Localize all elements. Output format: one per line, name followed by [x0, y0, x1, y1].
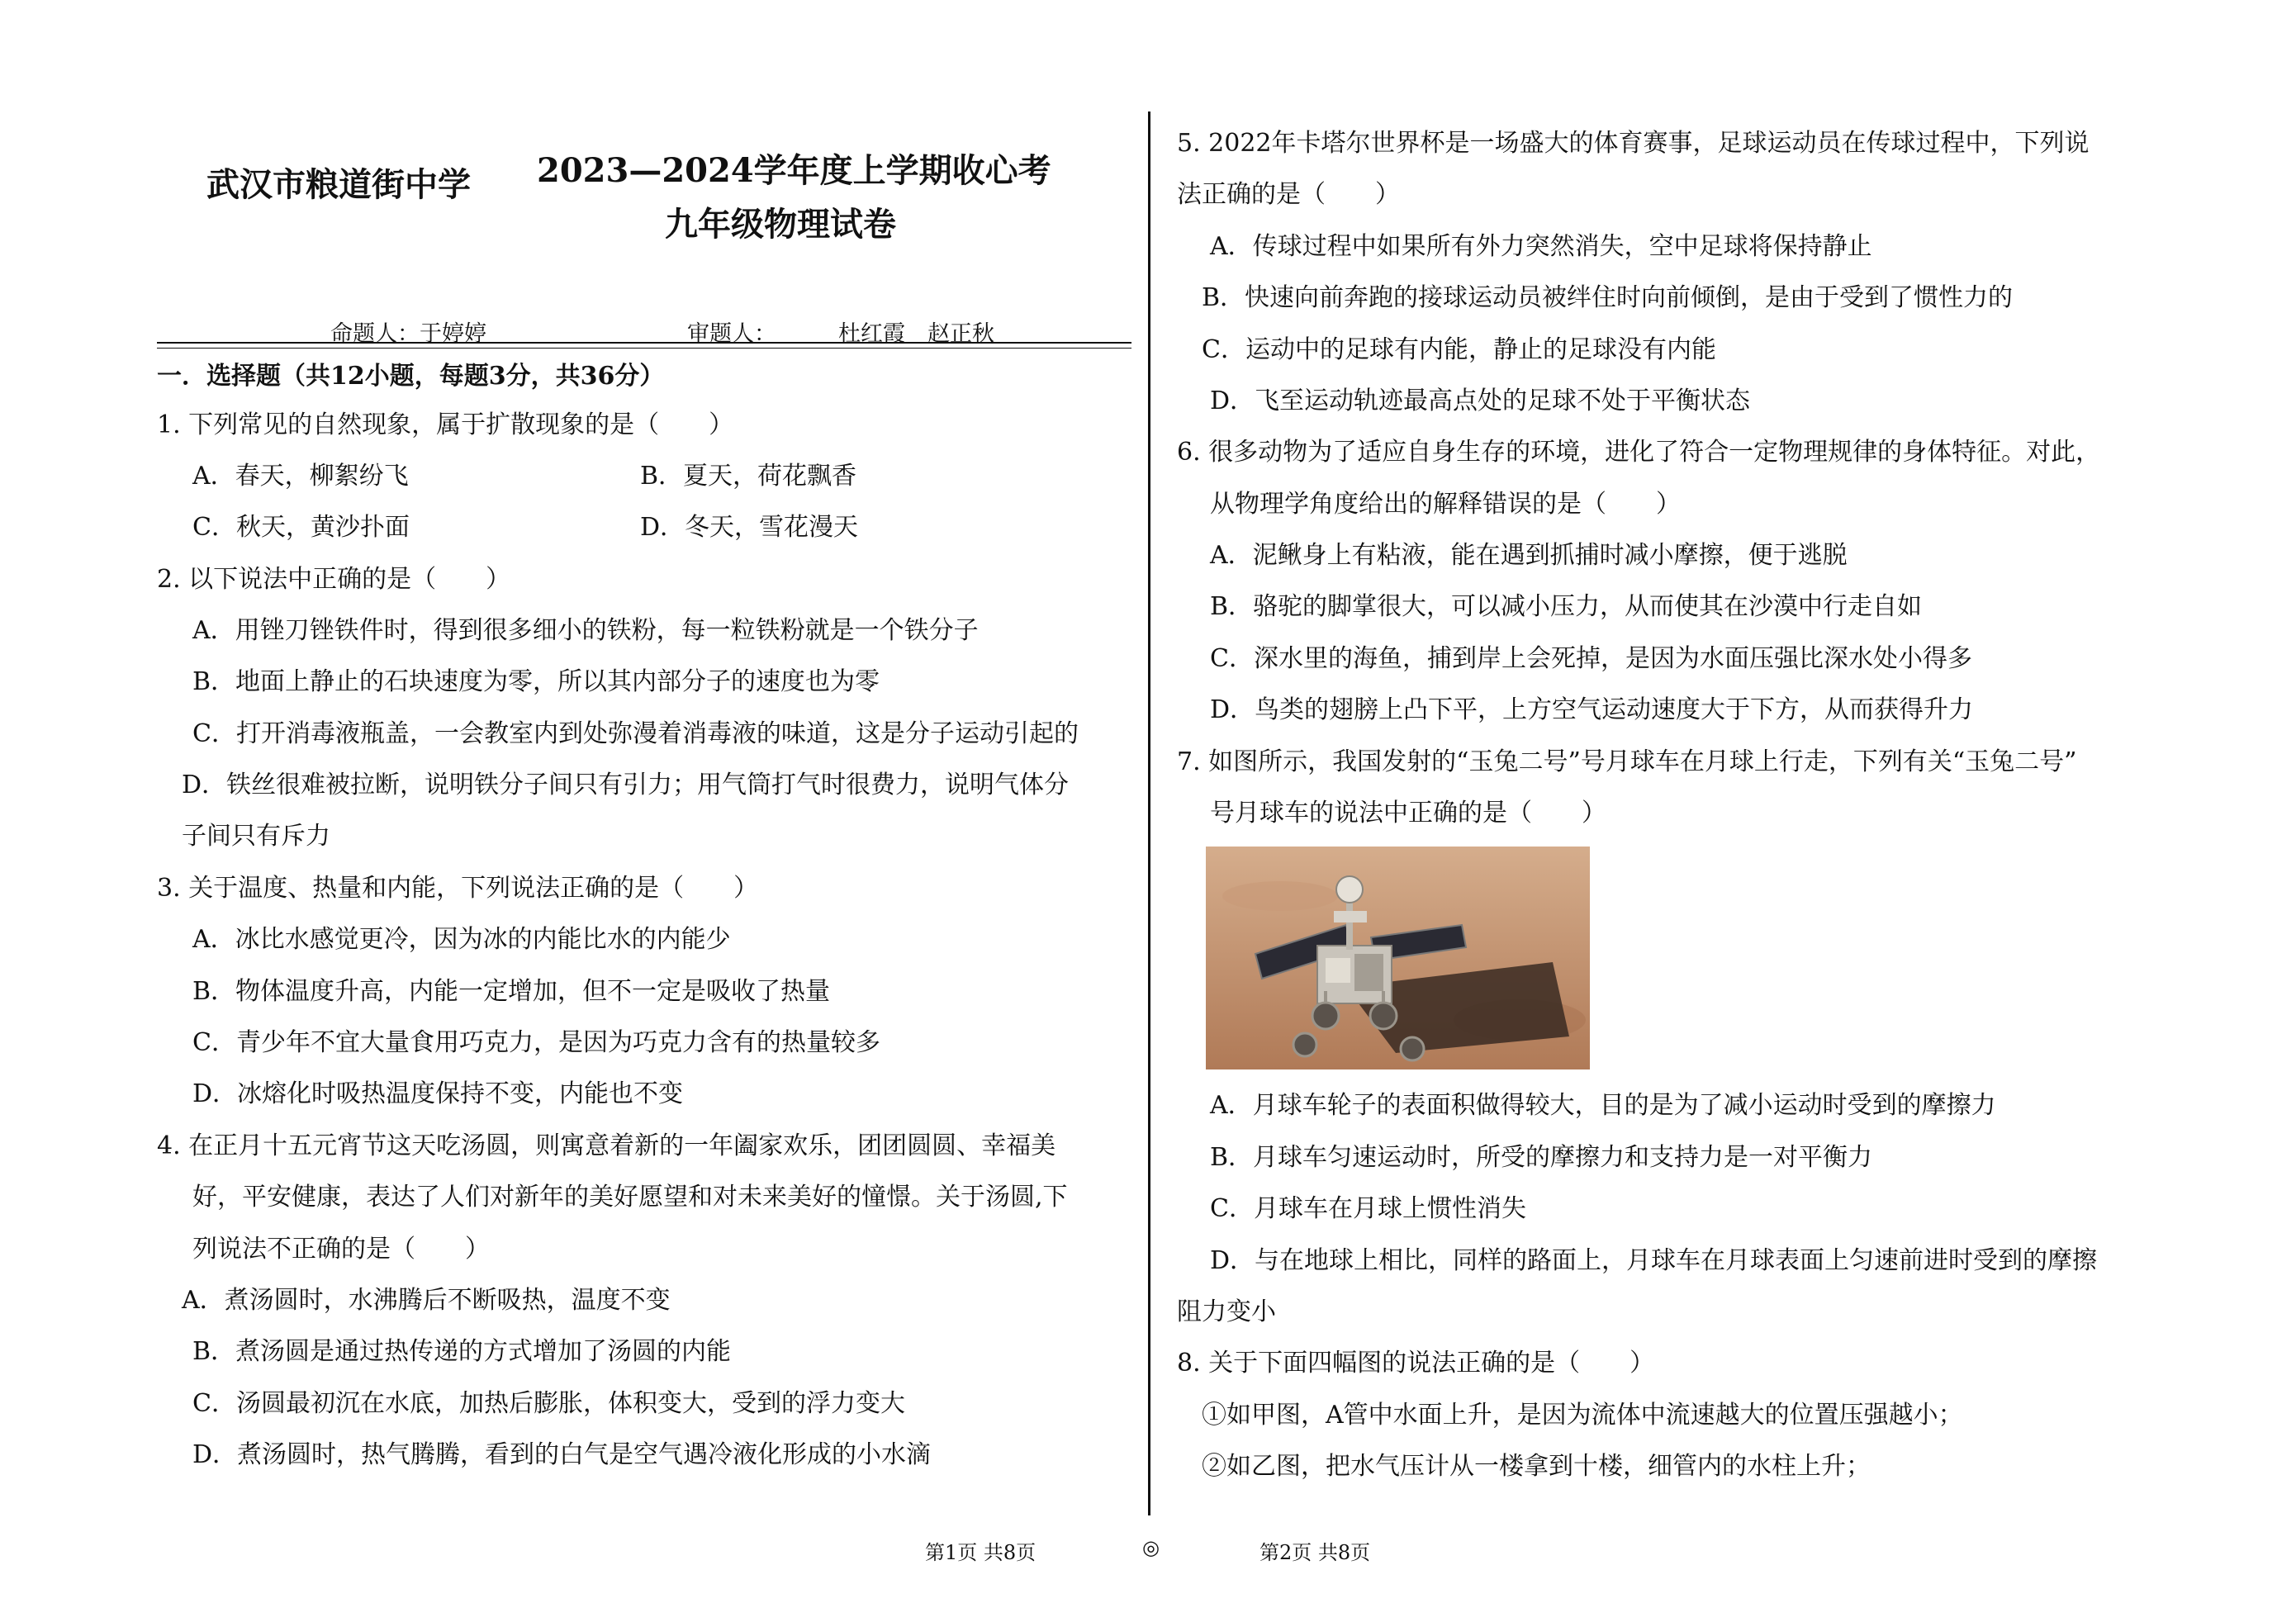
author: 命题人：于婷婷 [330, 321, 486, 347]
option-7d-cont: 阻力变小 [1177, 1297, 1276, 1326]
question-4-cont2: 列说法不正确的是（ ） [192, 1235, 490, 1264]
option-3d: D．冰熔化时吸热温度保持不变，内能也不变 [192, 1079, 684, 1108]
reviewer-label: 审题人： [687, 321, 776, 347]
option-7a: A．月球车轮子的表面积做得较大，目的是为了减小运动时受到的摩擦力 [1210, 1091, 1996, 1120]
page-number-right: 第2页 共8页 [1259, 1541, 1371, 1564]
option-2b: B．地面上静止的石块速度为零，所以其内部分子的速度也为零 [192, 667, 880, 696]
question-5-cont: 法正确的是（ ） [1177, 180, 1400, 209]
question-4-cont1: 好，平安健康，表达了人们对新年的美好愿望和对未来美好的憧憬。关于汤圆,下 [192, 1183, 1068, 1212]
question-4: 4. 在正月十五元宵节这天吃汤圆，则寓意着新的一年阖家欢乐，团团圆圆、幸福美 [157, 1131, 1056, 1160]
right-page [1152, 0, 2296, 1622]
section-heading: 一．选择题（共12小题，每题3分，共36分） [157, 362, 665, 391]
question-8: 8. 关于下面四幅图的说法正确的是（ ） [1177, 1349, 1655, 1378]
question-1: 1. 下列常见的自然现象，属于扩散现象的是（ ） [157, 410, 734, 439]
exam-subtitle: 九年级物理试卷 [665, 206, 896, 244]
option-1d: D．冬天，雪花漫天 [640, 513, 859, 542]
question-7: 7. 如图所示，我国发射的“玉兔二号”号月球车在月球上行走，下列有关“玉兔二号” [1177, 747, 2077, 776]
option-7d: D．与在地球上相比，同样的路面上，月球车在月球表面上匀速前进时受到的摩擦 [1210, 1246, 2098, 1275]
exam-title: 2023—2024学年度上学期收心考 [537, 151, 1051, 190]
option-2c: C．打开消毒液瓶盖，一会教室内到处弥漫着消毒液的味道，这是分子运动引起的 [192, 719, 1079, 748]
statement-8-1: ①如甲图，A管中水面上升，是因为流体中流速越大的位置压强越小； [1202, 1401, 1963, 1430]
option-6d: D．鸟类的翅膀上凸下平，上方空气运动速度大于下方，从而获得升力 [1210, 695, 1974, 724]
option-6c: C．深水里的海鱼，捕到岸上会死掉，是因为水面压强比深水处小得多 [1210, 644, 1972, 673]
column-divider [1148, 111, 1150, 1515]
option-5b: B．快速向前奔跑的接球运动员被绊住时向前倾倒，是由于受到了惯性力的 [1202, 283, 2014, 312]
option-2d: D．铁丝很难被拉断，说明铁分子间只有引力；用气筒打气时很费力，说明气体分 [182, 771, 1070, 799]
footer-symbol: ◎ [1142, 1536, 1160, 1559]
option-6a: A．泥鳅身上有粘液，能在遇到抓捕时减小摩擦，便于逃脱 [1210, 541, 1848, 570]
header-rule-thin [157, 348, 1131, 349]
option-4c: C．汤圆最初沉在水底，加热后膨胀，体积变大，受到的浮力变大 [192, 1389, 905, 1418]
lunar-rover-photo [1206, 847, 1590, 1069]
option-1c: C．秋天，黄沙扑面 [192, 513, 410, 542]
question-6-cont: 从物理学角度给出的解释错误的是（ ） [1210, 490, 1681, 519]
question-5: 5. 2022年卡塔尔世界杯是一场盛大的体育赛事，足球运动员在传球过程中，下列说 [1177, 129, 2090, 158]
option-5a: A．传球过程中如果所有外力突然消失，空中足球将保持静止 [1210, 232, 1872, 261]
page-number-left: 第1页 共8页 [925, 1541, 1037, 1564]
option-4b: B．煮汤圆是通过热传递的方式增加了汤圆的内能 [192, 1337, 732, 1366]
option-2d-cont: 子间只有斥力 [182, 822, 330, 851]
question-6: 6. 很多动物为了适应自身生存的环境，进化了符合一定物理规律的身体特征。对此， [1177, 438, 2101, 467]
option-4d: D．煮汤圆时，热气腾腾，看到的白气是空气遇冷液化形成的小水滴 [192, 1440, 932, 1469]
option-7c: C．月球车在月球上惯性消失 [1210, 1194, 1526, 1223]
option-3a: A．冰比水感觉更冷，因为冰的内能比水的内能少 [192, 925, 731, 954]
school-name: 武汉市粮道街中学 [206, 166, 471, 204]
question-2: 2. 以下说法中正确的是（ ） [157, 565, 511, 594]
option-3c: C．青少年不宜大量食用巧克力，是因为巧克力含有的热量较多 [192, 1028, 880, 1057]
question-3: 3. 关于温度、热量和内能，下列说法正确的是（ ） [157, 874, 759, 903]
option-2a: A．用锉刀锉铁件时，得到很多细小的铁粉，每一粒铁粉就是一个铁分子 [192, 616, 979, 645]
reviewers: 杜红霞 赵正秋 [838, 321, 994, 347]
option-1b: B．夏天，荷花飘香 [640, 462, 857, 491]
statement-8-2: ②如乙图，把水气压计从一楼拿到十楼，细管内的水柱上升； [1202, 1452, 1871, 1481]
option-7b: B．月球车匀速运动时，所受的摩擦力和支持力是一对平衡力 [1210, 1143, 1873, 1172]
rover-image [1206, 847, 1590, 1069]
header-rule [157, 342, 1131, 344]
option-6b: B．骆驼的脚掌很大，可以减小压力，从而使其在沙漠中行走自如 [1210, 592, 1923, 621]
question-7-cont: 号月球车的说法中正确的是（ ） [1210, 799, 1606, 828]
option-5c: C．运动中的足球有内能，静止的足球没有内能 [1202, 335, 1716, 364]
option-3b: B．物体温度升高，内能一定增加，但不一定是吸收了热量 [192, 977, 831, 1006]
option-1a: A．春天，柳絮纷飞 [192, 462, 409, 491]
option-4a: A．煮汤圆时，水沸腾后不断吸热，温度不变 [182, 1286, 671, 1315]
option-5d: D．飞至运动轨迹最高点处的足球不处于平衡状态 [1210, 387, 1751, 415]
